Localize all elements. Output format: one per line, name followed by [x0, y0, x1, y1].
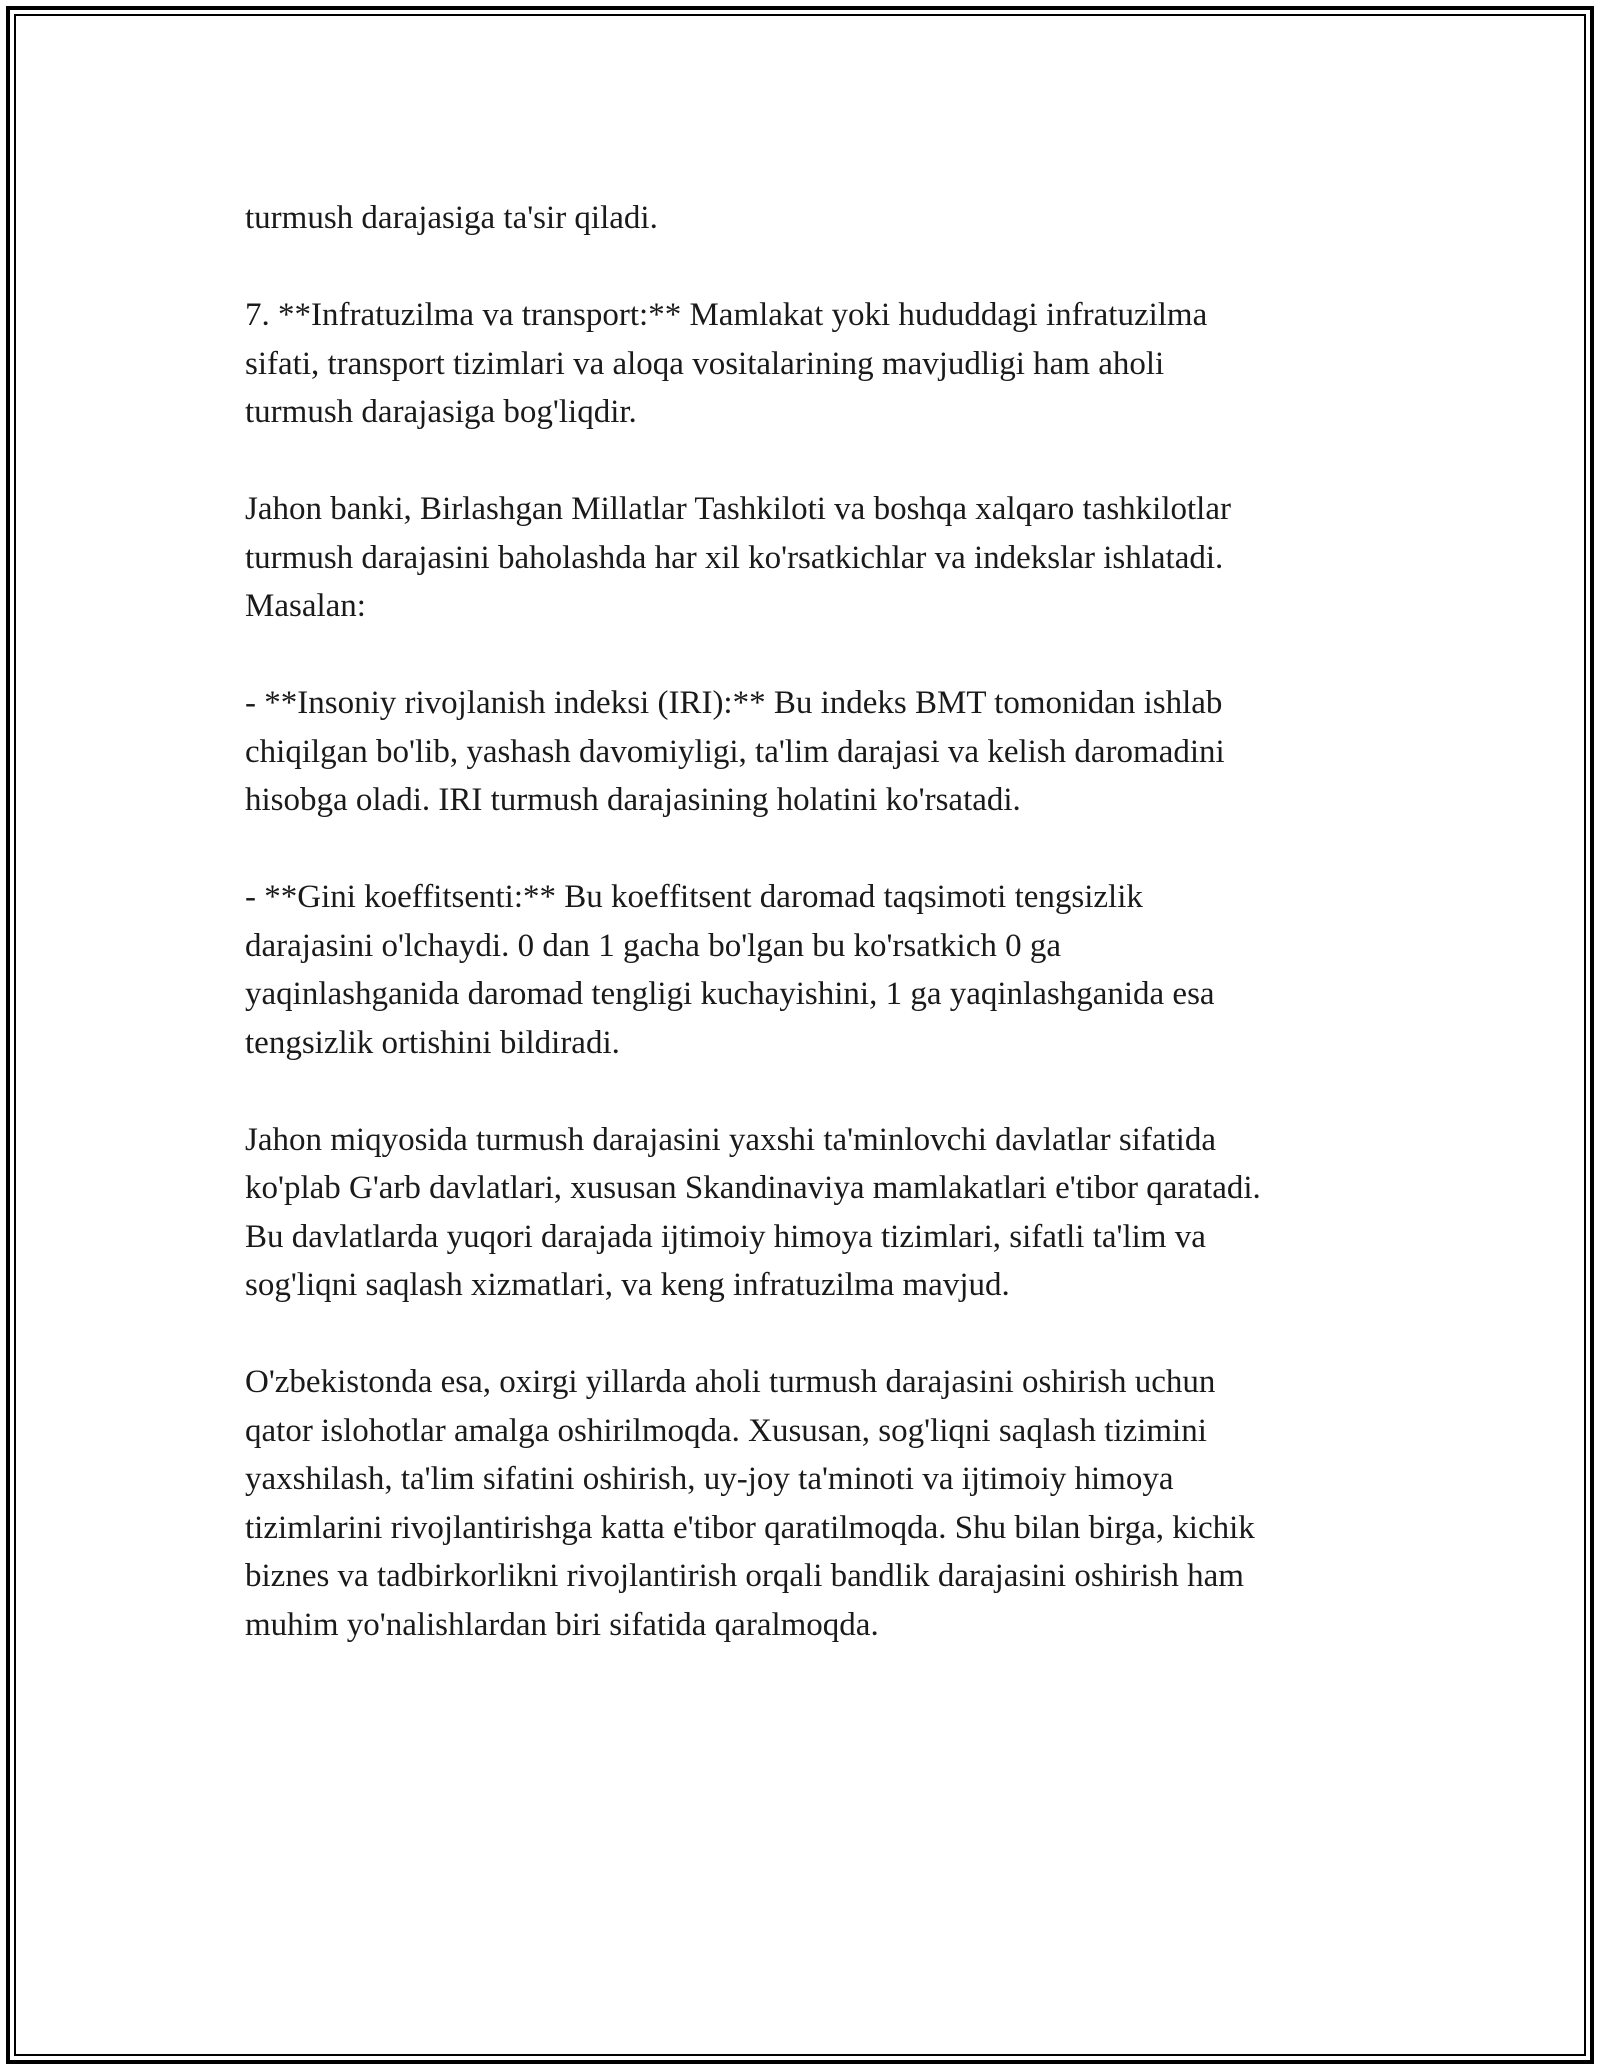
- paragraph-uzbekistan: O'zbekistonda esa, oxirgi yillarda aholi turmush darajasini oshirish uchun qator islohotlar amalga oshirilmoqda. Xususan, sog'liqni saqlash tizimini yaxshilash, ta'lim sifatini oshirish, uy-joy ta'minoti va ijtimoiy himoya tizimlarini rivojlantirishga katta e'tibor qaratilmoqda. Shu bilan birga, kichik biznes va tadbirkorlikni rivojlantirish orqali bandlik darajasini oshirish ham muhim yo'nalishlardan biri sifatida qaralmoqda.: [245, 1364, 1255, 1643]
- paragraph-continuation: turmush darajasiga ta'sir qiladi.: [245, 200, 658, 236]
- paragraph-hdi: - **Insoniy rivojlanish indeksi (IRI):** Bu indeks BMT tomonidan ishlab chiqilgan bo'lib, yashash davomiyligi, ta'lim darajasi va kelish daromadini hisobga oladi. IRI turmush darajasining holatini ko'rsatadi.: [245, 685, 1225, 818]
- paragraph-infrastructure: 7. **Infratuzilma va transport:** Mamlakat yoki hududdagi infratuzilma sifati, transport tizimlari va aloqa vositalarining mavjudligi ham aholi turmush darajasiga bog'liqdir.: [245, 297, 1208, 430]
- document-body: [245, 194, 1395, 1649]
- page-border: [6, 6, 1594, 2064]
- paragraph-world: Jahon miqyosida turmush darajasini yaxshi ta'minlovchi davlatlar sifatida ko'plab G'arb davlatlari, xususan Skandinaviya mamlakatlari e'tibor qaratadi. Bu davlatlarda yuqori darajada ijtimoiy himoya tizimlari, sifatli ta'lim va sog'liqni saqlash xizmatlari, va keng infratuzilma mavjud.: [245, 1121, 1261, 1303]
- paragraph-gini: - **Gini koeffitsenti:** Bu koeffitsent daromad taqsimoti tengsizlik darajasini o'lchaydi. 0 dan 1 gacha bo'lgan bu ko'rsatkich 0 ga yaqinlashganida daromad tengligi kuchayishini, 1 ga yaqinlashganida esa tengsizlik ortishini bildiradi.: [245, 879, 1215, 1061]
- paragraph-organizations: Jahon banki, Birlashgan Millatlar Tashkiloti va boshqa xalqaro tashkilotlar turmush darajasini baholashda har xil ko'rsatkichlar va indekslar ishlatadi. Masalan:: [245, 491, 1231, 624]
